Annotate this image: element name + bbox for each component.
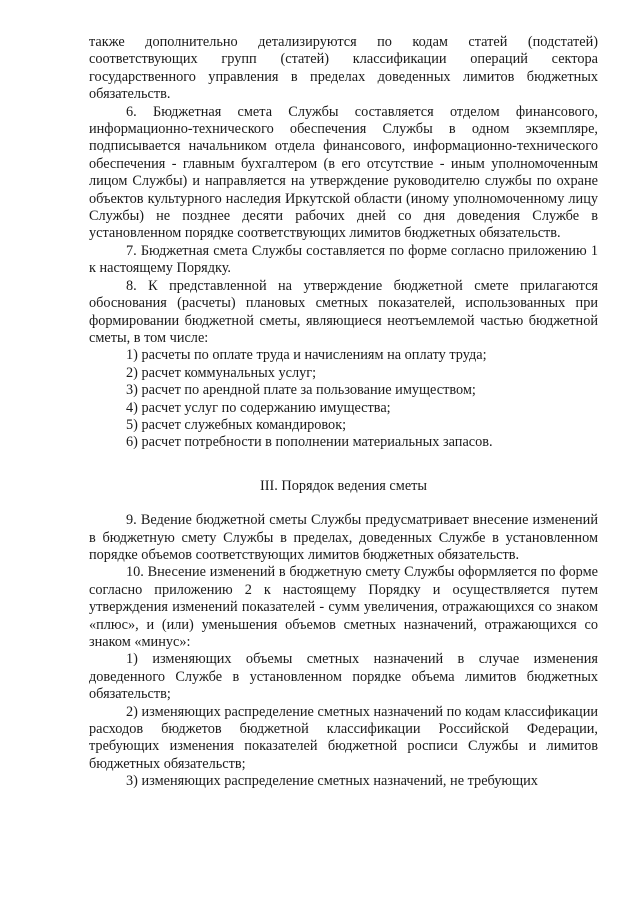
paragraph-10: 10. Внесение изменений в бюджетную смету Службы оформляется по форме согласно приложению 2 к настоящему Порядку и осуществляется путем утверждения изменений показателей - сумм увеличения, отражающихся со знаком «плюс», и (или) уменьшения объемов сметных назначений, отражающихся со знаком «минус»: bbox=[89, 564, 598, 650]
document-page bbox=[89, 34, 598, 791]
subitem-3: 3) изменяющих распределение сметных назначений, не требующих bbox=[126, 773, 538, 790]
paragraph-8: 8. К представленной на утверждение бюджетной смете прилагаются обоснования (расчеты) плановых сметных показателей, использованных при формировании бюджетной сметы, являющиеся неотъемлемой частью бюджетной сметы, в том числе: bbox=[89, 277, 598, 346]
list-item: 3) расчет по арендной плате за пользование имуществом; bbox=[126, 382, 476, 399]
paragraph-9: 9. Ведение бюджетной сметы Службы предусматривает внесение изменений в бюджетную смету Службы в пределах, доведенных Службе в установленном порядке объемов соответствующих лимитов бюджетных обязательств. bbox=[89, 512, 598, 563]
paragraph-6: 6. Бюджетная смета Службы составляется отделом финансового, информационно-технического обеспечения Службы в одном экземпляре, подписывается начальником отдела финансового, информационно-технического обеспечения - главным бухгалтером (в его отсутствие - иным уполномоченным лицом Службы) и направляется на утверждение руководителю службы по охране объектов культурного наследия Иркутской области (иному уполномоченному лицу Службы) не позднее десяти рабочих дней со дня доведения Службе в установленном порядке соответствующих лимитов бюджетных обязательств. bbox=[89, 103, 598, 242]
subitem-1: 1) изменяющих объемы сметных назначений в случае изменения доведенного Службе в установленном порядке объема лимитов бюджетных обязательств; bbox=[89, 651, 598, 703]
subitem-2: 2) изменяющих распределение сметных назначений по кодам классификации расходов бюджетов бюджетной классификации Российской Федерации, требующих изменения показателей бюджетной росписи Службы и лимитов бюджетных обязательств; bbox=[89, 703, 598, 772]
paragraph-7: 7. Бюджетная смета Службы составляется по форме согласно приложению 1 к настоящему Порядку. bbox=[89, 242, 598, 277]
list-item: 2) расчет коммунальных услуг; bbox=[126, 364, 317, 381]
list-item: 5) расчет служебных командировок; bbox=[126, 416, 347, 433]
list-item: 6) расчет потребности в пополнении материальных запасов. bbox=[126, 434, 493, 451]
paragraph-continuation: также дополнительно детализируются по кодам статей (подстатей) соответствующих групп (статей) классификации операций сектора государственного управления в пределах доведенных лимитов бюджетных обязательств. bbox=[89, 34, 598, 103]
section-heading: III. Порядок ведения сметы bbox=[259, 477, 428, 494]
list-item: 1) расчеты по оплате труда и начислениям на оплату труда; bbox=[126, 347, 487, 364]
list-item: 4) расчет услуг по содержанию имущества; bbox=[126, 399, 391, 416]
